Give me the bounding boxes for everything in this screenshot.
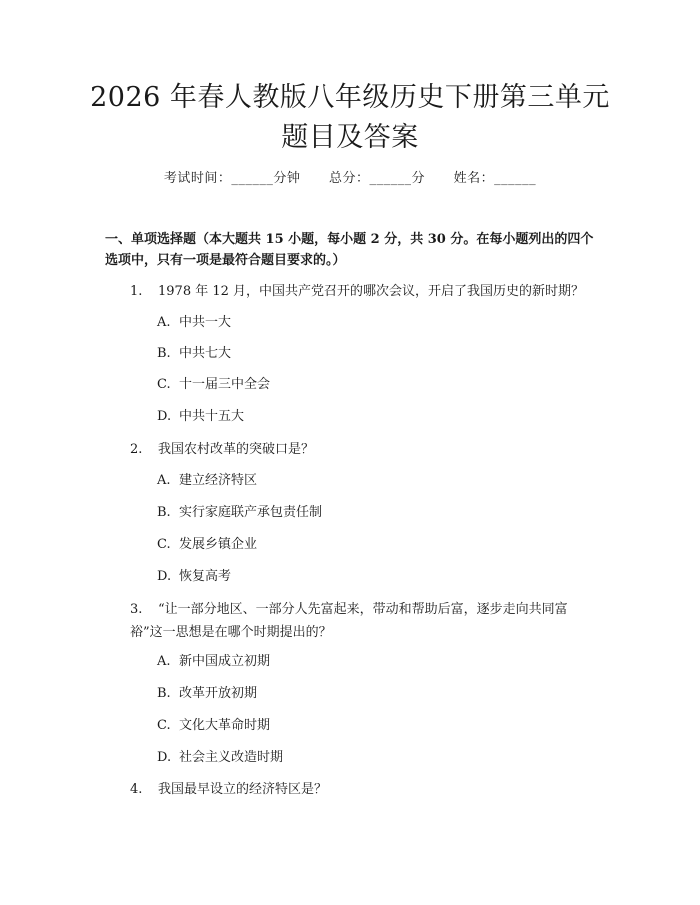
- question-3: [130, 598, 590, 644]
- option-letter: A.: [157, 473, 171, 488]
- option-letter: B.: [157, 346, 171, 361]
- question-text: 我国最早设立的经济特区是？: [158, 782, 328, 797]
- question-2-option-d: [157, 567, 231, 587]
- question-number: 4.: [130, 782, 143, 797]
- question-number: 3.: [130, 602, 143, 617]
- question-2-option-a: [157, 471, 257, 491]
- page-title: 2026 年春人教版八年级历史下册第三单元题目及答案: [90, 82, 610, 153]
- exam-meta: [0, 167, 700, 186]
- option-text: 中共一大: [179, 315, 232, 330]
- question-2: [130, 438, 598, 461]
- section-heading: 一、单项选择题（本大题共 15 小题，每小题 2 分，共 30 分。在每小题列出的四个选项中，只有一项是最符合题目要求的。）: [105, 232, 594, 268]
- question-text: 1978 年 12 月，中国共产党召开的哪次会议，开启了我国历史的新时期？: [158, 284, 585, 299]
- exam-time-field: 考试时间：______分钟: [163, 171, 301, 186]
- option-letter: B.: [157, 505, 171, 520]
- option-text: 十一届三中全会: [179, 377, 271, 392]
- option-text: 改革开放初期: [179, 686, 258, 701]
- question-1-option-c: [157, 375, 270, 395]
- option-text: 发展乡镇企业: [179, 537, 258, 552]
- option-letter: D.: [157, 409, 172, 424]
- question-3-option-a: [157, 652, 270, 672]
- option-text: 中共十五大: [179, 409, 245, 424]
- question-2-option-c: [157, 535, 257, 555]
- question-3-option-b: [157, 684, 257, 704]
- option-text: 新中国成立初期: [179, 654, 271, 669]
- option-letter: D.: [157, 569, 172, 584]
- option-text: 建立经济特区: [179, 473, 258, 488]
- total-score-field: 总分：______分: [328, 171, 425, 186]
- question-3-option-d: [157, 748, 283, 768]
- option-text: 恢复高考: [179, 569, 232, 584]
- question-number: 1.: [130, 284, 143, 299]
- option-text: 实行家庭联产承包责任制: [179, 505, 323, 520]
- option-letter: A.: [157, 654, 171, 669]
- option-letter: C.: [157, 537, 171, 552]
- question-4: [130, 778, 598, 801]
- option-letter: C.: [157, 377, 171, 392]
- question-3-option-c: [157, 716, 270, 736]
- question-1-option-a: [157, 313, 231, 333]
- option-letter: A.: [157, 315, 171, 330]
- question-2-option-b: [157, 503, 322, 523]
- option-text: 社会主义改造时期: [179, 750, 284, 765]
- option-letter: B.: [157, 686, 171, 701]
- option-text: 文化大革命时期: [179, 718, 271, 733]
- question-number: 2.: [130, 442, 143, 457]
- student-name-field: 姓名：______: [453, 171, 537, 186]
- question-1-option-d: [157, 407, 244, 427]
- option-letter: C.: [157, 718, 171, 733]
- question-1: [130, 280, 598, 303]
- question-1-option-b: [157, 344, 231, 364]
- question-text: “让一部分地区、一部分人先富起来，带动和帮助后富，逐步走向共同富裕”这一思想是在哪个时期提出的？: [130, 602, 568, 640]
- option-letter: D.: [157, 750, 172, 765]
- option-text: 中共七大: [179, 346, 232, 361]
- question-text: 我国农村改革的突破口是？: [158, 442, 315, 457]
